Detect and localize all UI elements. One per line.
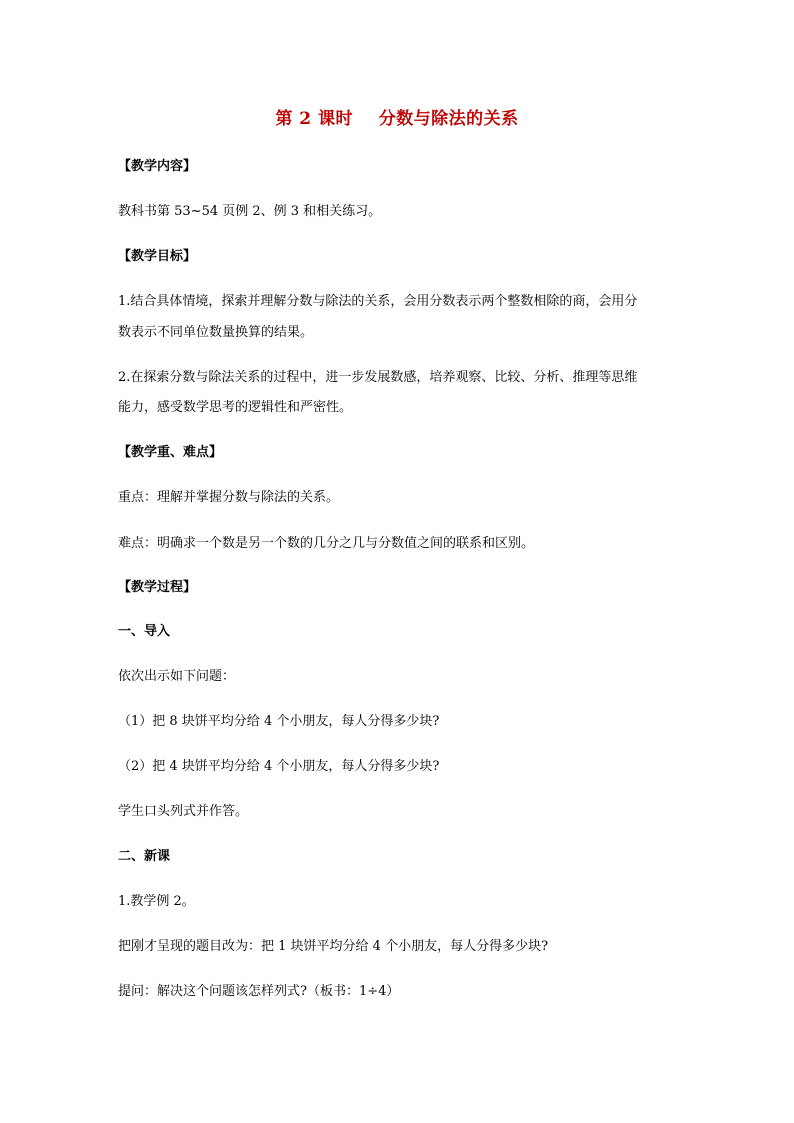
paragraph-content: 教科书第 53~54 页例 2、例 3 和相关练习。 (118, 204, 382, 219)
section-heading-key-points: 【教学重、难点】 (118, 445, 223, 460)
section-heading-content: 【教学内容】 (118, 159, 197, 174)
objective-1-line-1: 1.结合具体情境，探索并理解分数与除法的关系，会用分数表示两个整数相除的商，会用分 (118, 294, 638, 309)
subheading-new-lesson: 二、新课 (118, 849, 171, 864)
paragraph-question-prompt: 提问：解决这个问题该怎样列式?（板书：1÷4） (118, 984, 400, 999)
objective-1-line-2: 数表示不同单位数量换算的结果。 (118, 325, 314, 340)
objective-2-line-1: 2.在探索分数与除法关系的过程中，进一步发展数感，培养观察、比较、分析、推理等思维 (118, 370, 638, 385)
lesson-title: 第 2 课时 分数与除法的关系 (275, 109, 519, 129)
section-heading-objectives: 【教学目标】 (118, 249, 197, 264)
difficult-point: 难点：明确求一个数是另一个数的几分之几与分数值之间的联系和区别。 (118, 536, 535, 551)
question-1: （1）把 8 块饼平均分给 4 个小朋友，每人分得多少块? (118, 714, 440, 729)
paragraph-example-2: 1.教学例 2。 (118, 894, 195, 909)
objective-2-line-2: 能力，感受数学思考的逻辑性和严密性。 (118, 400, 353, 415)
section-heading-process: 【教学过程】 (118, 580, 197, 595)
paragraph-intro: 依次出示如下问题： (118, 669, 236, 684)
question-2: （2）把 4 块饼平均分给 4 个小朋友，每人分得多少块? (118, 759, 440, 774)
key-point: 重点：理解并掌握分数与除法的关系。 (118, 490, 340, 505)
paragraph-students-answer: 学生口头列式并作答。 (118, 804, 249, 819)
paragraph-modified-question: 把刚才呈现的题目改为：把 1 块饼平均分给 4 个小朋友，每人分得多少块? (118, 939, 549, 954)
subheading-introduction: 一、导入 (118, 624, 171, 639)
